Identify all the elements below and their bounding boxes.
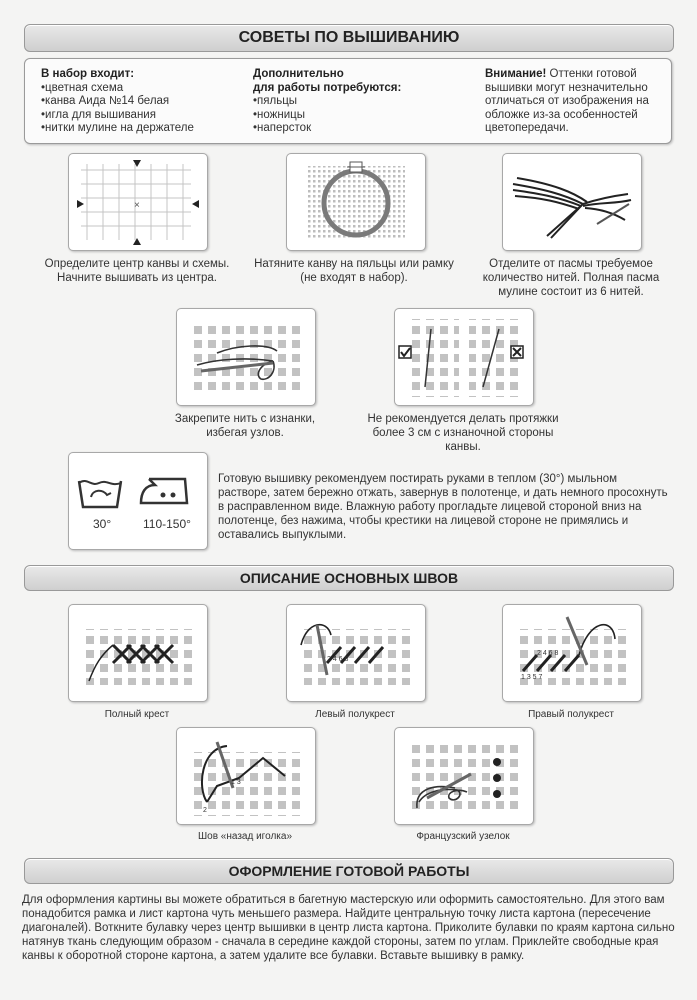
kit-included-title: В набор входит: <box>41 68 135 80</box>
finishing-title: ОФОРМЛЕНИЕ ГОТОВОЙ РАБОТЫ <box>24 858 674 884</box>
full-cross-caption: Полный крест <box>104 709 170 720</box>
long-floats-icon <box>395 309 533 405</box>
caption-line: Не рекомендуется делать протяжки <box>367 413 559 425</box>
right-half-caption: Правый полукрест <box>528 709 614 720</box>
list-item: • пяльцы <box>253 95 453 109</box>
care-icons <box>69 453 207 549</box>
stitch-numbers: 2 4 6 8 <box>327 656 349 663</box>
kit-additional-title-2: для работы потребуются: <box>253 81 402 94</box>
caption-line: Закрепите нить с изнанки, <box>174 413 316 425</box>
caption-line: Определите центр канвы и схемы. <box>44 258 230 270</box>
iron-temperature: 110-150° <box>143 517 191 531</box>
backstitch-icon <box>177 728 315 824</box>
wash-30-icon <box>79 481 121 507</box>
caption-line: Натяните канву на пяльцы или рамку <box>254 258 454 270</box>
check-icon <box>399 346 411 358</box>
tip-thread-caption <box>466 257 676 299</box>
hoop-icon <box>287 154 425 250</box>
tips-title: СОВЕТЫ ПО ВЫШИВАНИЮ <box>24 24 674 52</box>
needle-thread-icon <box>177 309 315 405</box>
full-cross-icon <box>69 605 207 701</box>
kit-additional <box>253 68 453 136</box>
caption-line: более 3 см с изнаночной стороны <box>372 427 554 439</box>
tip-secure-caption <box>152 412 338 440</box>
grid-center-icon <box>69 154 207 250</box>
kit-contents-box <box>24 58 672 144</box>
svg-text:2: 2 <box>203 807 207 814</box>
cross-icon <box>511 346 523 358</box>
long-floats-panel <box>394 308 534 406</box>
thread-skein-icon <box>503 154 641 250</box>
wash-temperature: 30° <box>93 517 112 531</box>
kit-included <box>41 68 241 136</box>
list-item: • ножницы <box>253 109 453 123</box>
hoop-panel <box>286 153 426 251</box>
iron-icon <box>141 479 187 503</box>
warning-text: Оттенки готовой вышивки могут незначительно отличаться от изображения на обложке из-за особенностей цветопередачи. <box>485 68 649 134</box>
stitches-title: ОПИСАНИЕ ОСНОВНЫХ ШВОВ <box>24 565 674 591</box>
caption-line: Начните вышивать из центра. <box>57 272 217 284</box>
french-knot-panel <box>394 727 534 825</box>
left-half-panel <box>286 604 426 702</box>
left-half-icon <box>287 605 425 701</box>
list-item: • нитки мулине на держателе <box>41 122 241 136</box>
caption-line: количество нитей. Полная пасма <box>482 272 660 284</box>
kit-warning <box>485 68 661 136</box>
stitch-numbers-bottom: 1 3 5 7 <box>521 674 543 681</box>
caption-line: Отделите от пасмы требуемое <box>489 258 653 270</box>
backstitch-caption: Шов «назад иголка» <box>197 831 293 842</box>
caption-line: (не входят в набор). <box>300 272 408 284</box>
full-cross-panel <box>68 604 208 702</box>
caption-line: избегая узлов. <box>206 427 284 439</box>
svg-text:1 3: 1 3 <box>231 779 241 786</box>
care-instructions: Готовую вышивку рекомендуем постирать руками в теплом (30°) мыльном растворе, затем бережно отжать, завернув в полотенце, и дать немного просохнуть в расправленном виде. Влажную работу прогладьте лицевой стороной вниз на полотенце, без нажима, чтобы крестики на лицевой стороне не примялись и оставались выпуклыми. <box>218 473 668 541</box>
tip-hoop-caption <box>246 257 462 285</box>
french-knot-icon <box>395 728 533 824</box>
warning-label: Внимание! <box>485 68 547 80</box>
list-item: • цветная схема <box>41 82 241 96</box>
french-knot-caption: Французский узелок <box>416 831 510 842</box>
backstitch-panel <box>176 727 316 825</box>
list-item: • игла для вышивания <box>41 109 241 123</box>
secure-thread-panel <box>176 308 316 406</box>
finishing-instructions: Для оформления картины вы можете обратиться в багетную мастерскую или оформить самостоятельно. Для этого вам понадобится рамка и лист картона чуть меньшего размера. Найдите центральную точку листа картона (пересечение диагоналей). Воткните булавку через центр вышивки в центр листа картона. Приколите булавки по краям картона сильно натянув ткань следующим образом - сначала в середине каждой стороны, затем по углам. Приклейте свободные края канвы к оборотной стороне картона, а затем удалите все булавки. Вставьте вышивку в рамку. <box>22 894 675 962</box>
list-item: • наперсток <box>253 122 453 136</box>
svg-text:×: × <box>134 200 140 211</box>
left-half-caption: Левый полукрест <box>315 709 395 720</box>
list-item: • канва Аида №14 белая <box>41 95 241 109</box>
tip-long-caption <box>354 412 572 454</box>
thread-panel <box>502 153 642 251</box>
care-panel <box>68 452 208 550</box>
right-half-panel <box>502 604 642 702</box>
right-half-icon <box>503 605 641 701</box>
grid-center-panel <box>68 153 208 251</box>
caption-line: канвы. <box>445 441 481 453</box>
kit-additional-title-1: Дополнительно <box>253 68 344 80</box>
stitch-numbers-top: 2 4 6 8 <box>537 650 559 657</box>
tip-center-caption <box>30 257 244 285</box>
caption-line: мулине состоит из 6 нитей. <box>498 286 644 298</box>
